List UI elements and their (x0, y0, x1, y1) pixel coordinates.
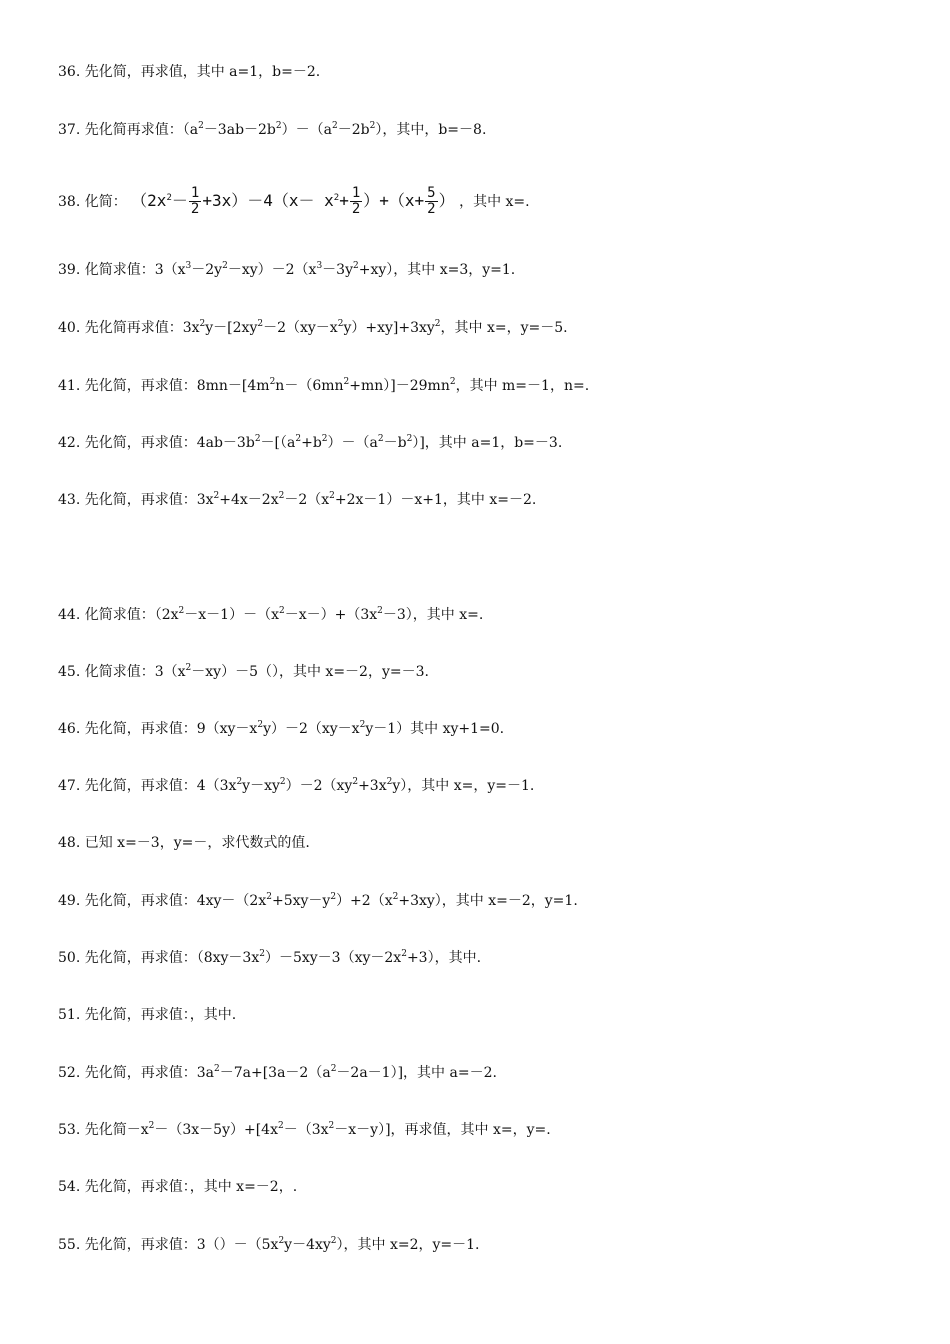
problem-50 (58, 948, 481, 968)
problem-text: 先化简，再求值：$4xy-(2x^2+5xy-y^2)+2(x^2+3xy)$，其中 x=－2，y=1. (84, 892, 578, 909)
problem-number: 44. (58, 607, 81, 623)
fraction: $\frac{5}{2}$ (427, 185, 436, 217)
problem-number: 51. (58, 1007, 81, 1023)
problem-number: 38. (58, 194, 81, 210)
problem-number: 50. (58, 950, 81, 966)
problem-text: 先化简，再求值，其中 a=1，b=－2. (84, 64, 321, 80)
problem-text: 先化简，再求值：$3x^2+4x-2x^2-2(x^2+2x-1)-x+1$，其中 x=－2. (84, 491, 537, 508)
problem-number: 48. (58, 835, 81, 851)
problem-53 (58, 1120, 551, 1140)
fraction: $\frac{1}{2}$ (190, 185, 200, 217)
problem-55 (58, 1235, 480, 1255)
problem-number: 36. (58, 64, 81, 80)
problem-39 (58, 260, 515, 280)
problem-number: 37. (58, 122, 81, 138)
problem-49 (58, 891, 578, 911)
problem-44 (58, 605, 483, 625)
problem-47 (58, 776, 534, 796)
problem-36 (58, 62, 320, 82)
problem-number: 47. (58, 778, 81, 794)
problem-text: 化简求值：$3(x^3-2y^2-xy)-2(x^3-3y^2+xy)$，其中 x=3，y=1. (84, 261, 516, 278)
problem-tail: ，其中 x=. (459, 194, 530, 210)
problem-text: 先化简，再求值：$9(xy-x^2y)-2(xy-x^2y-1)$其中 xy+1=0. (84, 720, 505, 737)
problem-text: 化简求值：$(2x^2-x-1)-(x^2-x-)+(3x^2-3)$，其中 x=. (84, 606, 484, 623)
problem-text: 先化简，再求值：$(8xy-3x^2)-5xy-3(xy-2x^2+3)$，其中. (84, 949, 482, 966)
problem-text: 化简求值：$3(x^2-xy)-5()$，其中 x=－2，y=－3. (84, 663, 429, 680)
problem-number: 54. (58, 1179, 81, 1195)
problem-number: 43. (58, 492, 81, 508)
problem-text: 先化简再求值：$3x^2y-[2xy^2-2(xy-x^2y)+xy]+3xy^2$，其中 x=，y=－5. (84, 319, 568, 336)
problem-number: 41. (58, 378, 81, 394)
problem-46 (58, 719, 504, 739)
problem-48 (58, 833, 310, 853)
problem-text: 先化简，再求值：$4(3x^2y-xy^2)-2(xy^2+3x^2y)$，其中 x=，y=－1. (84, 777, 535, 794)
problem-number: 39. (58, 262, 81, 278)
problem-text: 先化简，再求值：，其中 x=－2，. (84, 1179, 298, 1195)
problem-52 (58, 1063, 497, 1083)
problem-40 (58, 318, 568, 338)
problem-lead: 化简： (84, 194, 127, 210)
problem-54 (58, 1177, 297, 1197)
problem-number: 53. (58, 1122, 81, 1138)
problem-number: 42. (58, 435, 81, 451)
problem-text: 先化简再求值：$(a^2-3ab-2b^2)-(a^2-2b^2)$，其中，b=－8. (84, 121, 487, 138)
problem-number: 49. (58, 893, 81, 909)
problem-38 (58, 186, 530, 217)
problem-text: 先化简$-x^2-(3x-5y)+[4x^2-(3x^2-x-y)]$，再求值，其中 x=，y=. (84, 1121, 551, 1138)
problem-number: 46. (58, 721, 81, 737)
problem-37 (58, 120, 486, 140)
problem-number: 45. (58, 664, 81, 680)
problem-42 (58, 433, 562, 453)
problem-text: 先化简，再求值：，其中. (84, 1007, 237, 1023)
problem-text: 先化简，再求值：$8mn-[4m^2n-(6mn^2+mn)]-29mn^2$，其中 m=－1，n=. (84, 377, 590, 394)
problem-text: 已知 x=－3，y=－，求代数式的值. (84, 835, 310, 851)
problem-text: 先化简，再求值：$3()-(5x^2y-4xy^2)$，其中 x=2，y=－1. (84, 1236, 480, 1253)
problem-text: 先化简，再求值：$4ab-3b^2-[(a^2+b^2)-(a^2-b^2)]$，其中 a=1，b=－3. (84, 434, 563, 451)
fraction: $\frac{1}{2}$ (351, 185, 361, 217)
problem-number: 40. (58, 320, 81, 336)
problem-51 (58, 1005, 236, 1025)
problem-43 (58, 490, 536, 510)
math-expression: （$2x^2-$ $\frac{1}{2}$ $+3x)-4(x- x^2+$ $\frac{1}{2}$ ）+（x+ $\frac{5}{2}$ ） (131, 185, 455, 217)
problem-41 (58, 376, 589, 396)
problem-45 (58, 662, 429, 682)
problem-text: 先化简，再求值：$3a^2-7a+[3a-2(a^2-2a-1)]$，其中 a=－2. (84, 1064, 497, 1081)
problem-number: 52. (58, 1065, 81, 1081)
problem-number: 55. (58, 1237, 81, 1253)
